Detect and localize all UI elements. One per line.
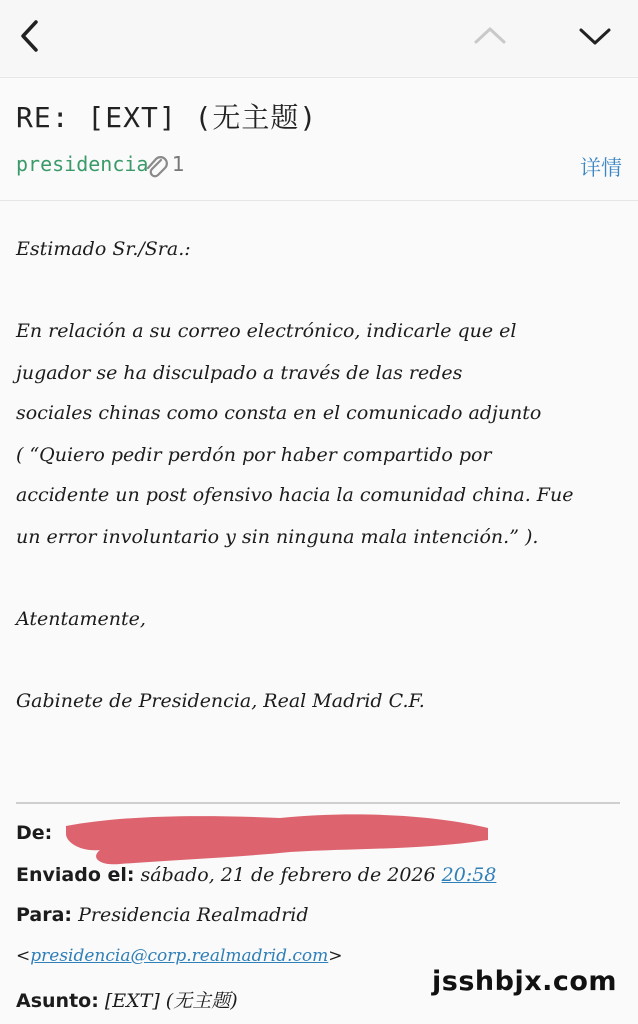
quoted-to [16,904,626,926]
top-nav-bar [0,0,638,76]
sent-label: Enviado el: [16,864,135,886]
to-email-link[interactable]: presidencia@corp.realmadrid.com [30,946,329,966]
details-link[interactable]: 详情 [580,156,622,180]
sender-name[interactable]: presidencia [16,152,149,176]
sent-time-link[interactable]: 20:58 [441,864,497,886]
body-line: En relación a su correo electrónico, indicarle que el [16,320,517,342]
email-open-bracket: < [16,946,31,966]
body-line: ( “Quiero pedir perdón por haber compartido por [16,444,492,466]
sender-row [16,152,622,186]
greeting: Estimado Sr./Sra.: [16,238,191,260]
watermark: jsshbjx.com [432,966,618,997]
chevron-up-icon[interactable] [470,20,510,52]
closing: Atentamente, [16,608,146,630]
subject-label: Asunto: [16,990,99,1012]
to-name: Presidencia Realmadrid [78,904,309,926]
email-close-bracket: > [328,946,343,966]
header-divider [0,77,638,78]
sent-date: sábado, 21 de febrero de 2026 [140,864,436,886]
subject-divider [0,200,638,201]
paperclip-icon[interactable] [144,154,170,182]
quoted-to-email [16,946,626,966]
signature: Gabinete de Presidencia, Real Madrid C.F. [16,690,425,712]
chevron-down-icon[interactable] [575,20,615,52]
body-line: un error involuntario y sin ninguna mala intención.” ). [16,526,539,548]
subject-value: [EXT] (无主题) [104,990,238,1012]
body-line: jugador se ha disculpado a través de las redes [16,362,463,384]
redaction-mark [60,808,494,868]
to-label: Para: [16,904,73,926]
attachment-count: 1 [172,152,185,176]
body-line: accidente un post ofensivo hacia la comunidad china. Fue [16,484,574,506]
quoted-separator [16,802,620,804]
back-icon[interactable] [14,14,46,58]
from-label: De: [16,822,53,844]
email-subject: RE: [EXT] (无主题) [16,101,318,134]
body-line: sociales chinas como consta en el comunicado adjunto [16,402,542,424]
quoted-sent [16,864,626,886]
